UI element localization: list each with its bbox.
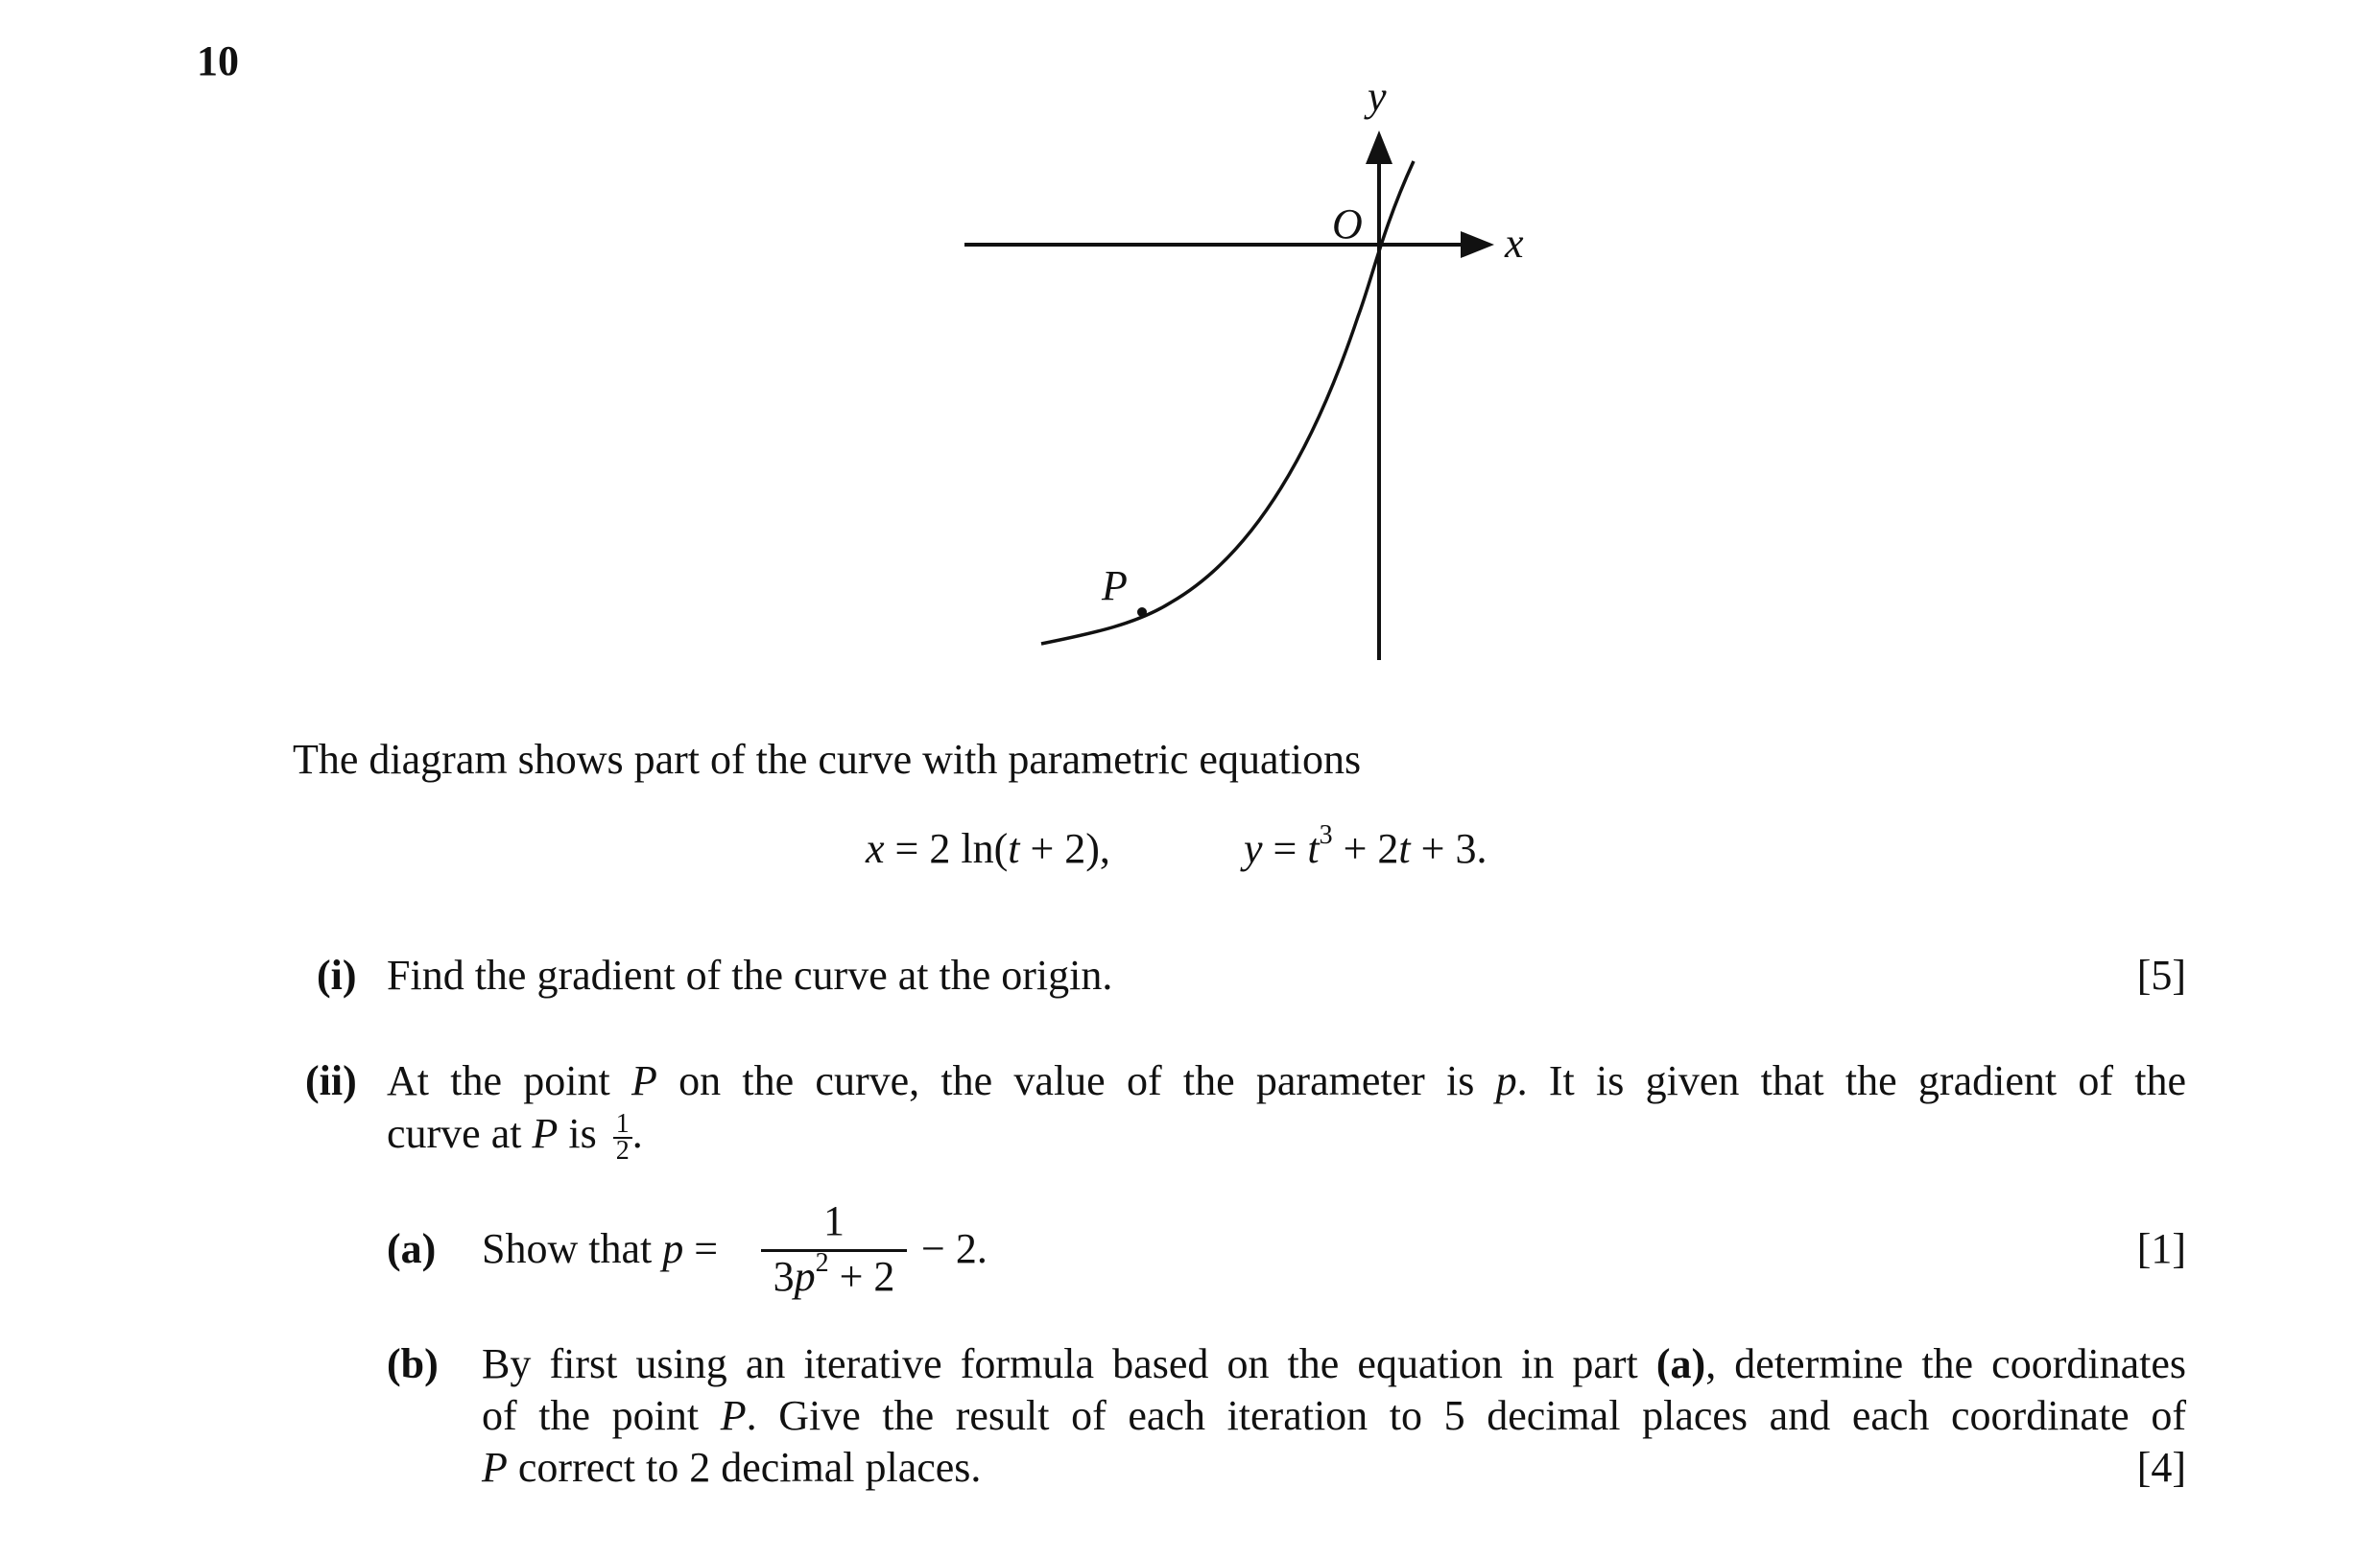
fraction-denominator: $3p^2 + 2$: [773, 1248, 895, 1300]
part-ii-label: (ii): [305, 1057, 357, 1104]
eq-y-end2: + 3.: [1410, 825, 1488, 872]
part-i-text: Find the gradient of the curve at the origin.: [387, 952, 1113, 999]
eq-y-t2: t: [1398, 825, 1411, 872]
point-P-label: P: [1102, 562, 1128, 609]
part-ii-line1: At the point P on the curve, the value of the parameter is p. It is given that the gradient of the: [387, 1057, 2187, 1104]
eq-x-end: + 2),: [1019, 825, 1110, 872]
half-fraction: $\frac{1}{2}$: [613, 1112, 632, 1164]
eq-y-exp: 3: [1319, 820, 1333, 851]
eq-x-var: x: [866, 825, 885, 872]
question-number: 10: [197, 37, 239, 84]
fraction-numerator: 1: [823, 1197, 845, 1244]
eq-y-end: + 2: [1332, 825, 1399, 872]
origin-label: O: [1332, 201, 1363, 248]
part-a-label: (a): [387, 1225, 437, 1272]
equation-y: [1244, 820, 1488, 875]
part-ii-line2: curve at P is $\frac{1}{2}$ .: [387, 1108, 643, 1166]
part-b-marks: [4]: [2136, 1444, 2186, 1491]
eq-y-t: t: [1307, 825, 1320, 872]
part-a-after: − 2.: [921, 1225, 988, 1272]
y-axis-arrowhead: [1366, 130, 1392, 164]
equation-x: [866, 823, 1110, 875]
part-a-marks: [1]: [2136, 1225, 2186, 1272]
part-b-line1: By first using an iterative formula based on the equation in part (a), determine the coordinates: [482, 1340, 2186, 1387]
point-P-marker: [1137, 607, 1147, 617]
intro-text: The diagram shows part of the curve with parametric equations: [293, 736, 1362, 783]
part-a-text: Show that p =: [482, 1225, 719, 1272]
y-axis-label: y: [1368, 73, 1387, 120]
part-a-fraction: [761, 1197, 907, 1302]
part-b-line2: of the point P. Give the result of each iteration to 5 decimal places and each coordinate of: [482, 1392, 2186, 1439]
eq-x-rhs: = 2 ln(: [884, 825, 1009, 872]
part-i-marks: [5]: [2136, 952, 2186, 999]
x-axis-label: x: [1505, 220, 1524, 267]
eq-x-t: t: [1008, 825, 1020, 872]
part-b-line3: P correct to 2 decimal places.: [482, 1444, 982, 1491]
part-b-label: (b): [387, 1340, 439, 1387]
part-i-label: (i): [317, 952, 357, 999]
x-axis-arrowhead: [1461, 231, 1494, 258]
eq-y-var: y: [1244, 825, 1263, 872]
curve-diagram: [0, 0, 2380, 729]
eq-y-eq: =: [1262, 825, 1308, 872]
